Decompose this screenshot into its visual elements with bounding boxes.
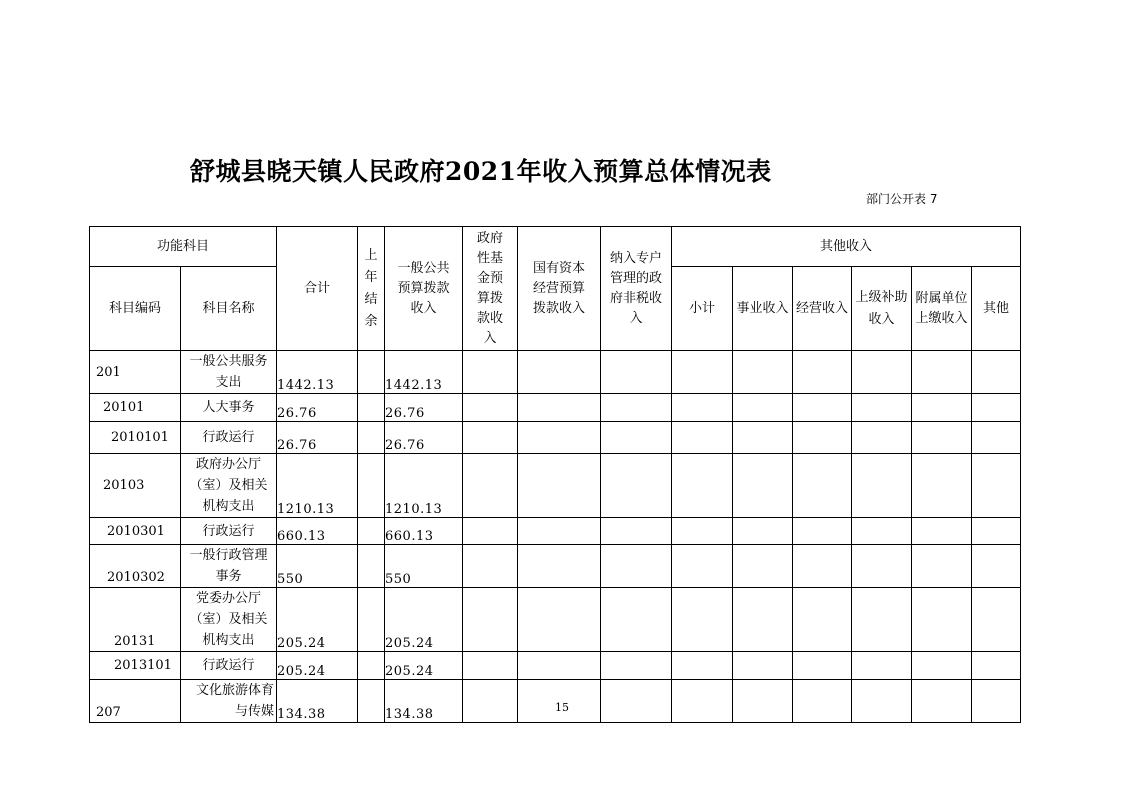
header-gov-fund: 政府性基金预算拨款收入	[463, 227, 518, 351]
row-name: 文化旅游体育与传媒	[181, 680, 277, 723]
row-code: 20103	[90, 454, 181, 518]
row-general-budget: 26.76	[385, 422, 463, 454]
table-row	[90, 588, 1021, 652]
header-superior-subsidy: 上级补助收入	[852, 267, 912, 351]
row-name: 一般行政管理事务	[181, 545, 277, 588]
header-operating-income: 经营收入	[793, 267, 852, 351]
header-general-budget: 一般公共预算拨款收入	[385, 227, 463, 351]
row-name: 人大事务	[181, 394, 277, 422]
row-general-budget: 1210.13	[385, 454, 463, 518]
table-row	[90, 518, 1021, 545]
row-total: 134.38	[277, 680, 358, 723]
header-subject-code: 科目编码	[90, 267, 181, 351]
row-code: 2013101	[90, 652, 181, 680]
row-name: 一般公共服务支出	[181, 351, 277, 394]
income-budget-table	[89, 226, 1021, 723]
table-row	[90, 394, 1021, 422]
row-code: 207	[90, 680, 181, 723]
row-code: 20131	[90, 588, 181, 652]
header-subtotal: 小计	[672, 267, 733, 351]
table-number-label: 部门公开表 7	[866, 192, 938, 206]
header-special-nontax: 纳入专户管理的政府非税收入	[601, 227, 672, 351]
table-row	[90, 652, 1021, 680]
row-total: 205.24	[277, 652, 358, 680]
header-subject-name: 科目名称	[181, 267, 277, 351]
header-total: 合计	[277, 227, 358, 351]
row-total: 205.24	[277, 588, 358, 652]
table-row	[90, 351, 1021, 394]
row-total: 660.13	[277, 518, 358, 545]
row-name: 行政运行	[181, 518, 277, 545]
page-title: 舒城县晓天镇人民政府2021年收入预算总体情况表	[190, 157, 772, 186]
row-general-budget: 205.24	[385, 588, 463, 652]
row-general-budget: 550	[385, 545, 463, 588]
row-total: 26.76	[277, 422, 358, 454]
row-general-budget: 205.24	[385, 652, 463, 680]
header-affiliated-income: 附属单位上缴收入	[912, 267, 972, 351]
row-total: 1210.13	[277, 454, 358, 518]
row-total: 1442.13	[277, 351, 358, 394]
row-total: 26.76	[277, 394, 358, 422]
row-total: 550	[277, 545, 358, 588]
row-code: 201	[90, 351, 181, 394]
header-carryover: 上年结余	[358, 227, 385, 351]
row-general-budget: 26.76	[385, 394, 463, 422]
header-row-1	[90, 227, 1021, 267]
row-name: 政府办公厅（室）及相关机构支出	[181, 454, 277, 518]
header-other-income: 其他收入	[672, 227, 1021, 267]
row-code: 20101	[90, 394, 181, 422]
header-others: 其他	[972, 267, 1021, 351]
row-general-budget: 660.13	[385, 518, 463, 545]
header-business-income: 事业收入	[733, 267, 793, 351]
row-name: 行政运行	[181, 652, 277, 680]
row-general-budget: 134.38	[385, 680, 463, 723]
row-code: 2010301	[90, 518, 181, 545]
table-row	[90, 422, 1021, 454]
row-name: 党委办公厅（室）及相关机构支出	[181, 588, 277, 652]
table-row	[90, 454, 1021, 518]
header-state-capital: 国有资本经营预算拨款收入	[518, 227, 601, 351]
row-general-budget: 1442.13	[385, 351, 463, 394]
table-row	[90, 545, 1021, 588]
row-name: 行政运行	[181, 422, 277, 454]
page-number: 15	[555, 701, 569, 714]
header-func-subject: 功能科目	[90, 227, 277, 267]
row-code: 2010302	[90, 545, 181, 588]
row-code: 2010101	[90, 422, 181, 454]
